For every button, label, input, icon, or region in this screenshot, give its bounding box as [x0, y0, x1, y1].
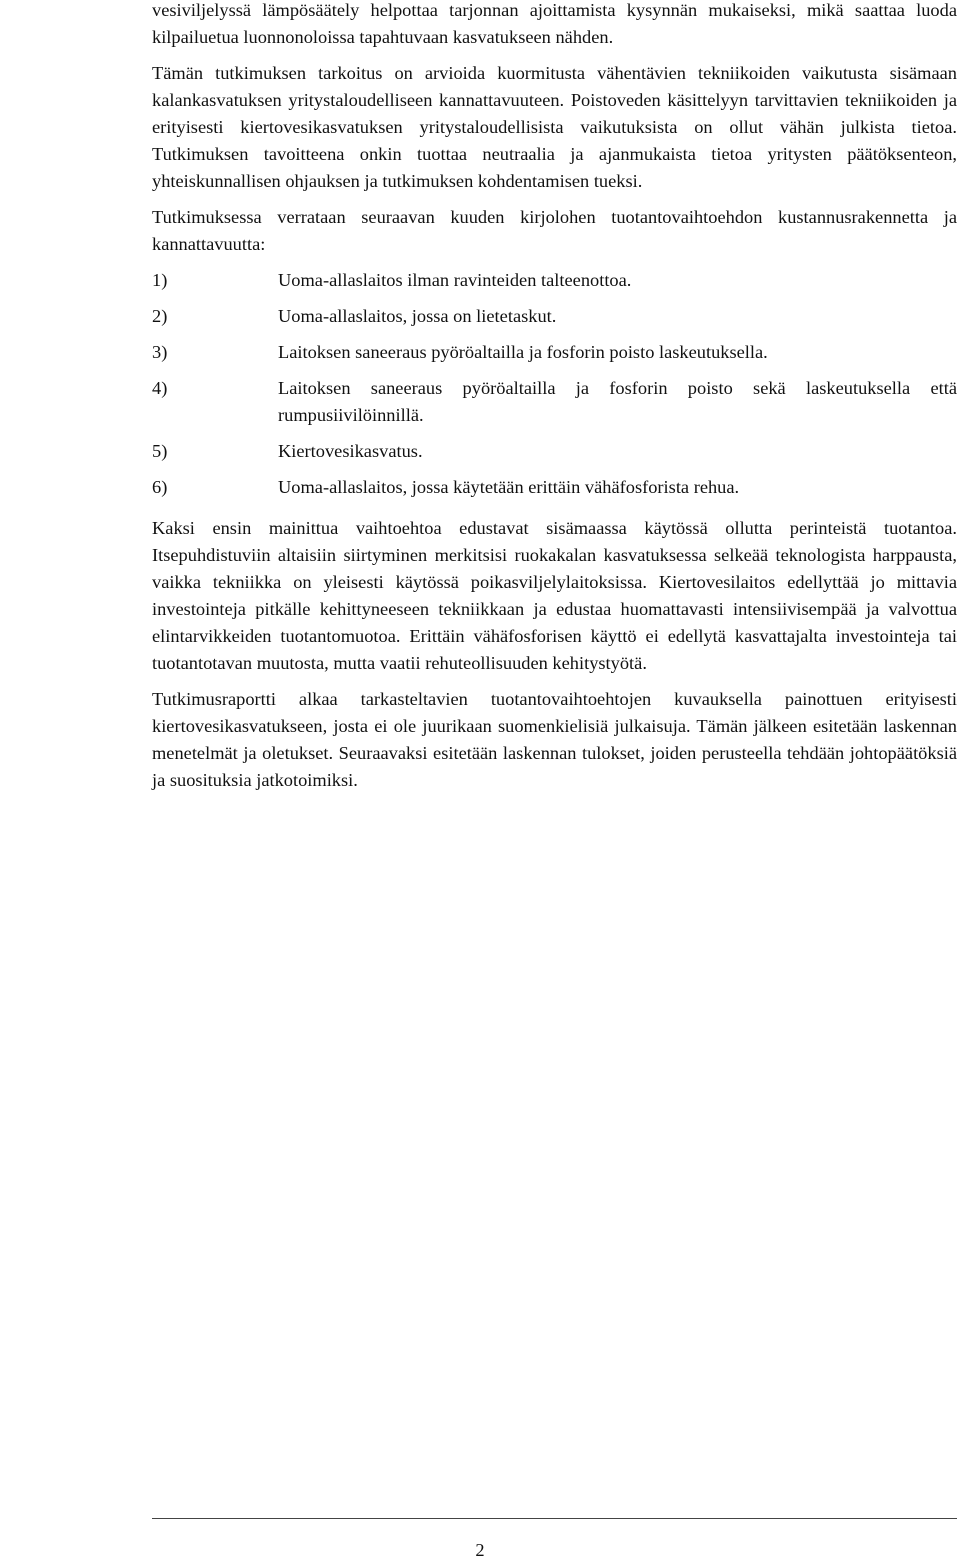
footer-divider	[152, 1518, 957, 1519]
list-item-number: 2)	[152, 306, 168, 326]
list-item	[152, 339, 957, 366]
paragraph-options-discussion: Kaksi ensin mainittua vaihtoehtoa edustavat sisämaassa käytössä ollutta perinteistä tuotantoa. Itsepuhdistuviin altaisiin siirtyminen merkitsisi ruokakalan kasvatuksessa selkeää teknologista harppausta, vaikka tekniikka on yleisesti käytössä poikasviljelylaitoksissa. Kiertovesilaitos edellyttää jo mittavia investointeja pitkälle kehittyneeseen tekniikkaan ja edustaa huomattavasti intensiivisempää ja valvottua elintarvikkeiden tuotantomuotoa. Erittäin vähäfosforisen käyttö ei edellytä kasvattajalta investointeja tai tuotantotavan muutosta, mutta vaatii rehuteollisuuden kehitystyötä.	[152, 518, 957, 673]
list-item-number: 1)	[152, 270, 168, 290]
paragraph-report-structure: Tutkimusraportti alkaa tarkasteltavien tuotantovaihtoehtojen kuvauksella painottuen erityisesti kiertovesikasvatukseen, josta ei ole juurikaan suomenkielisiä julkaisuja. Tämän jälkeen esitetään laskennan menetelmät ja oletukset. Seuraavaksi esitetään laskennan tulokset, joiden perusteella tehdään johtopäätöksiä ja suosituksia jatkotoimiksi.	[152, 689, 957, 790]
list-item-number: 3)	[152, 342, 168, 362]
page-number: 2	[475, 1540, 485, 1560]
paragraph-comparison-intro: Tutkimuksessa verrataan seuraavan kuuden kirjolohen tuotantovaihtoehdon kustannusrakennetta ja kannattavuutta:	[152, 207, 957, 254]
list-item-text: Uoma-allaslaitos, jossa on lietetaskut.	[278, 306, 557, 326]
list-item	[152, 438, 957, 465]
list-item-text: Laitoksen saneeraus pyöröaltailla ja fosforin poisto sekä laskeutuksella että rumpusiivilöinnillä.	[278, 378, 957, 425]
paragraph-research-purpose: Tämän tutkimuksen tarkoitus on arvioida kuormitusta vähentävien tekniikoiden vaikutusta sisämaan kalankasvatuksen yritystaloudelliseen kannattavuuteen. Poistoveden käsittelyyn tarvittavien tekniikoiden ja erityisesti kiertovesikasvatuksen yritystaloudellisista vaikutuksista on ollut vähän julkista tietoa. Tutkimuksen tavoitteena onkin tuottaa neutraalia ja ajanmukaista tietoa yritysten päätöksenteon, yhteiskunnallisen ohjauksen ja tutkimuksen kohdentamisen tueksi.	[152, 63, 957, 191]
list-item	[152, 267, 957, 294]
document-body	[152, 0, 957, 803]
list-item	[152, 375, 957, 429]
production-options-list	[152, 267, 957, 501]
list-item-text: Laitoksen saneeraus pyöröaltailla ja fosforin poisto laskeutuksella.	[278, 342, 768, 362]
list-item-text: Uoma-allaslaitos, jossa käytetään erittäin vähäfosforista rehua.	[278, 477, 740, 497]
list-item	[152, 474, 957, 501]
list-item	[152, 303, 957, 330]
list-item-number: 5)	[152, 441, 168, 461]
list-item-text: Kiertovesikasvatus.	[278, 441, 423, 461]
paragraph-intro-continuation: vesiviljelyssä lämpösäätely helpottaa tarjonnan ajoittamista kysynnän mukaiseksi, mikä saattaa luoda kilpailuetua luonnonoloissa tapahtuvaan kasvatukseen nähden.	[152, 0, 957, 47]
list-item-text: Uoma-allaslaitos ilman ravinteiden talteenottoa.	[278, 270, 632, 290]
list-item-number: 6)	[152, 477, 168, 497]
list-item-number: 4)	[152, 378, 168, 398]
